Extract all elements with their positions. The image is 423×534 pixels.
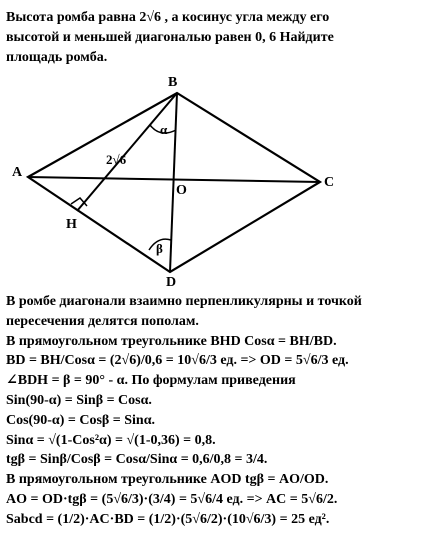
label-beta: β — [156, 241, 163, 256]
label-c: C — [324, 175, 335, 190]
solution-line-6: Sin(90-α) = Sinβ = Cosα. — [6, 393, 152, 408]
label-h: H — [66, 217, 77, 232]
solution-line-7: Cos(90-α) = Cosβ = Sinα. — [6, 413, 156, 428]
solution-line-8: Sinα = √(1-Cos²α) = √(1-0,36) = 0,8. — [6, 433, 216, 448]
label-d: D — [166, 275, 177, 290]
label-b: B — [168, 75, 178, 90]
solution-line-4: BD = BH/Cosα = (2√6)/0,6 = 10√6/3 ед. => OD = 5√6/3 ед. — [6, 353, 349, 368]
label-height: 2√6 — [106, 152, 127, 167]
solution-line-1: В ромбе диагонали взаимно перпенликулярны и точкой — [6, 294, 362, 309]
label-alpha: α — [160, 122, 168, 137]
problem-line-3: площадь ромба. — [6, 50, 108, 65]
solution-line-5: ∠BDH = β = 90° - α. По формулам приведения — [6, 373, 296, 388]
rhombus-figure — [0, 70, 423, 300]
label-o: O — [176, 183, 187, 198]
solution-line-9: tgβ = Sinβ/Cosβ = Cosα/Sinα = 0,6/0,8 = 3/4. — [6, 452, 268, 467]
problem-line-1: Высота ромба равна 2√6 , а косинус угла между его — [6, 10, 330, 25]
problem-line-2: высотой и меньшей диагональю равен 0, 6 Найдите — [6, 30, 334, 45]
label-a: A — [12, 165, 23, 180]
solution-line-12: Sabcd = (1/2)·AC·BD = (1/2)·(5√6/2)·(10√6/3) = 25 ед². — [6, 512, 330, 527]
solution-line-3: В прямоугольном треугольнике BHD Cosα = BH/BD. — [6, 334, 337, 349]
solution-line-11: AO = OD·tgβ = (5√6/3)·(3/4) = 5√6/4 ед. => AC = 5√6/2. — [6, 492, 338, 507]
height-bh — [77, 93, 177, 211]
solution-line-10: В прямоугольном треугольнике AOD tgβ = AO/OD. — [6, 472, 329, 487]
solution-line-2: пересечения делятся пополам. — [6, 314, 199, 329]
